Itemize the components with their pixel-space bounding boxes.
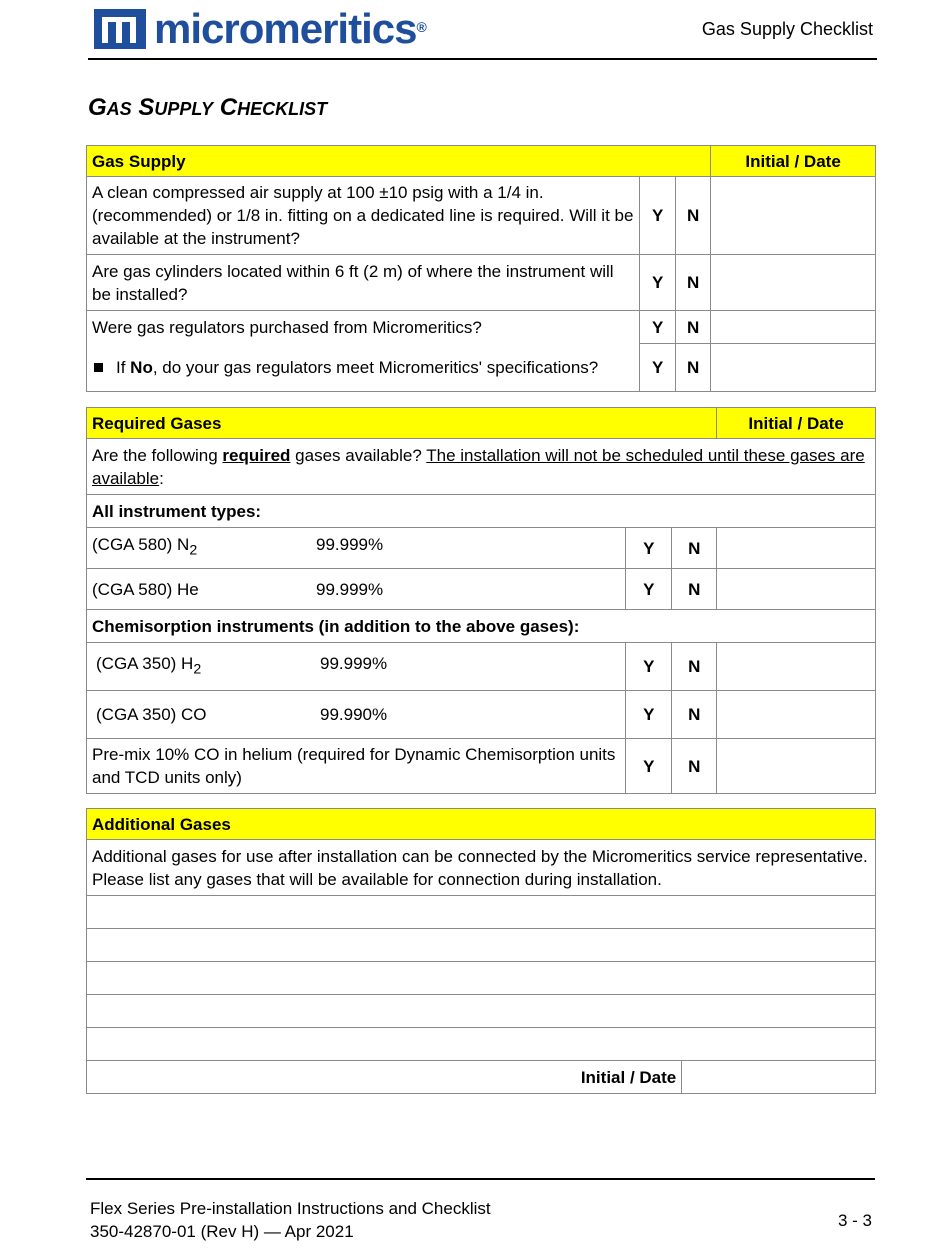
bullet-icon bbox=[94, 363, 103, 372]
all-instrument-types-heading: All instrument types: bbox=[87, 495, 876, 528]
gas-entry-line[interactable] bbox=[87, 929, 876, 962]
chemisorption-heading: Chemisorption instruments (in addition to the above gases): bbox=[87, 610, 876, 643]
header-title: Gas Supply Checklist bbox=[701, 19, 873, 39]
yes-option[interactable]: Y bbox=[626, 528, 672, 569]
yes-option[interactable]: Y bbox=[626, 569, 672, 610]
yes-option[interactable]: Y bbox=[626, 691, 672, 739]
initial-date-field[interactable] bbox=[717, 569, 876, 610]
no-option[interactable]: N bbox=[676, 311, 711, 344]
gas-entry-line[interactable] bbox=[87, 962, 876, 995]
gas-row-n2: (CGA 580) $N_2$ 99.999% bbox=[87, 528, 626, 569]
no-option[interactable]: N bbox=[672, 528, 717, 569]
initial-date-field[interactable] bbox=[711, 344, 876, 392]
yes-option[interactable]: Y bbox=[626, 739, 672, 794]
gas-supply-question-air: A clean compressed air supply at 100 ±10 psig with a 1/4 in. (recommended) or 1/8 in. fitting on a dedicated line is required. Will it be available at the instrument? bbox=[87, 177, 640, 255]
additional-gases-text: Additional gases for use after installation can be connected by the Micromeritics service representative. Please list any gases that will be available for connection during installation. bbox=[87, 840, 876, 896]
initial-date-field[interactable] bbox=[711, 311, 876, 344]
initial-date-field[interactable] bbox=[717, 643, 876, 691]
yes-option[interactable]: Y bbox=[640, 311, 676, 344]
yes-option[interactable]: Y bbox=[640, 255, 676, 311]
required-gases-intro: Are the following required gases available? The installation will not be scheduled until these gases are available: bbox=[87, 439, 876, 495]
no-option[interactable]: N bbox=[672, 739, 717, 794]
gas-entry-line[interactable] bbox=[87, 995, 876, 1028]
footer-document-title: Flex Series Pre-installation Instructions and Checklist bbox=[90, 1199, 491, 1218]
gas-row-co: (CGA 350) CO 99.990% bbox=[87, 691, 626, 739]
gas-row-premix: Pre-mix 10% CO in helium (required for Dynamic Chemisorption units and TCD units only) bbox=[87, 739, 626, 794]
logo-mark-icon bbox=[94, 9, 146, 49]
yes-option[interactable]: Y bbox=[640, 344, 676, 392]
gas-supply-heading: Gas Supply bbox=[87, 146, 711, 177]
no-option[interactable]: N bbox=[672, 569, 717, 610]
no-option[interactable]: N bbox=[676, 177, 711, 255]
footer-document-number: 350-42870-01 (Rev H) — Apr 2021 bbox=[90, 1222, 354, 1241]
additional-gases-heading: Additional Gases bbox=[87, 809, 876, 840]
header-rule bbox=[88, 58, 877, 60]
initial-date-field[interactable] bbox=[682, 1061, 876, 1094]
gas-entry-line[interactable] bbox=[87, 896, 876, 929]
gas-supply-question-regulators: Were gas regulators purchased from Micromeritics? bbox=[87, 311, 640, 344]
gas-supply-question-specs: If No, do your gas regulators meet Micromeritics' specifications? bbox=[87, 344, 640, 392]
micromeritics-logo bbox=[94, 5, 426, 52]
no-option[interactable]: N bbox=[676, 255, 711, 311]
gas-supply-question-cylinders: Are gas cylinders located within 6 ft (2 m) of where the instrument will be installed? bbox=[87, 255, 640, 311]
initial-date-field[interactable] bbox=[717, 739, 876, 794]
initial-date-field[interactable] bbox=[717, 691, 876, 739]
initial-date-field[interactable] bbox=[711, 255, 876, 311]
no-option[interactable]: N bbox=[672, 643, 717, 691]
no-option[interactable]: N bbox=[676, 344, 711, 392]
initial-date-field[interactable] bbox=[711, 177, 876, 255]
additional-gases-table bbox=[86, 808, 876, 1094]
yes-option[interactable]: Y bbox=[626, 643, 672, 691]
no-option[interactable]: N bbox=[672, 691, 717, 739]
initial-date-field[interactable] bbox=[717, 528, 876, 569]
yes-option[interactable]: Y bbox=[640, 177, 676, 255]
gas-supply-table bbox=[86, 145, 876, 392]
required-gases-table bbox=[86, 407, 876, 794]
page-number: 3 - 3 bbox=[837, 1211, 872, 1230]
footer-rule bbox=[86, 1178, 875, 1180]
additional-gases-initial-date-label: Initial / Date bbox=[87, 1061, 682, 1094]
gas-supply-initial-date-header: Initial / Date bbox=[711, 146, 876, 177]
logo-text: micromeritics® bbox=[154, 5, 426, 52]
required-gases-initial-date-header: Initial / Date bbox=[717, 408, 876, 439]
required-gases-heading: Required Gases bbox=[87, 408, 717, 439]
page-title: GAS SUPPLY CHECKLIST bbox=[88, 94, 328, 121]
gas-row-he: (CGA 580) He 99.999% bbox=[87, 569, 626, 610]
gas-row-h2: (CGA 350) $H_2$ 99.999% bbox=[87, 643, 626, 691]
gas-entry-line[interactable] bbox=[87, 1028, 876, 1061]
